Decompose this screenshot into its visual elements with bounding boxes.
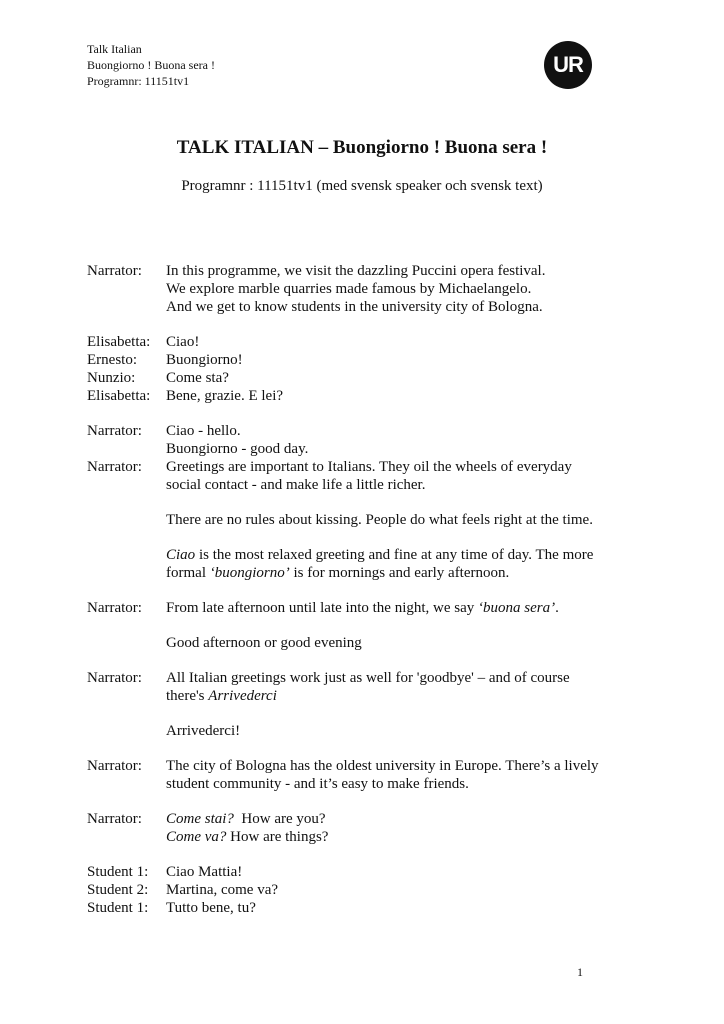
italic-term: Ciao — [166, 547, 196, 563]
speaker-label: Narrator: — [87, 670, 142, 686]
dialogue-text — [166, 546, 607, 582]
speaker-label: Elisabetta: — [87, 334, 151, 350]
dialogue-text: Martina, come va? — [166, 882, 279, 898]
header-line: Programnr: 11151tv1 — [87, 74, 190, 88]
italic-term: ‘buongiorno’ — [209, 565, 290, 581]
dialogue-entry — [87, 599, 607, 617]
dialogue-line — [166, 810, 607, 828]
italic-term: Come stai? — [166, 811, 234, 827]
dialogue-text: Bene, grazie. E lei? — [166, 388, 284, 404]
text-run: From late afternoon until late into the night, we say — [166, 600, 479, 616]
text-run: is the most relaxed greeting and fine at any time of day. The more formal — [166, 547, 594, 581]
dialogue-entry — [87, 810, 607, 846]
dialogue-line: Buongiorno - good day. — [166, 441, 309, 457]
speaker-label: Narrator: — [87, 758, 142, 774]
transcript — [87, 262, 607, 917]
page-header — [87, 41, 215, 89]
dialogue-text: The city of Bologna has the oldest university in Europe. There’s a lively student community - and it’s easy to make friends. — [166, 758, 599, 792]
text-run: . — [555, 600, 559, 616]
dialogue-line: In this programme, we visit the dazzling Puccini opera festival. — [166, 263, 546, 279]
dialogue-text: Ciao Mattia! — [166, 864, 243, 880]
dialogue-text — [166, 422, 607, 458]
speaker-label: Narrator: — [87, 263, 142, 279]
speaker-label: Nunzio: — [87, 370, 136, 386]
speaker-label: Narrator: — [87, 811, 142, 827]
speaker-label: Student 2: — [87, 882, 149, 898]
speaker-label: Ernesto: — [87, 352, 137, 368]
italic-term: ‘buona sera’ — [478, 600, 556, 616]
dialogue-text — [166, 599, 607, 617]
speaker-label: Elisabetta: — [87, 388, 151, 404]
italic-term: Arrivederci — [208, 688, 277, 704]
dialogue-entry — [87, 511, 607, 529]
dialogue-text: Tutto bene, tu? — [166, 900, 256, 916]
text-run: is for mornings and early afternoon. — [289, 565, 510, 581]
header-line: Buongiorno ! Buona sera ! — [87, 58, 215, 72]
dialogue-text: Greetings are important to Italians. They oil the wheels of everyday social contact - and make life a little richer. — [166, 459, 572, 493]
document-subtitle: Programnr : 11151tv1 (med svensk speaker och svensk text) — [181, 178, 543, 194]
dialogue-entry — [87, 634, 607, 652]
dialogue-line: We explore marble quarries made famous by Michaelangelo. — [166, 281, 532, 297]
text-run: How are things? — [226, 829, 329, 845]
speaker-label: Narrator: — [87, 459, 142, 475]
dialogue-line: And we get to know students in the university city of Bologna. — [166, 299, 543, 315]
speaker-label: Student 1: — [87, 864, 149, 880]
logo-text: UR — [553, 52, 583, 77]
speaker-label: Narrator: — [87, 600, 142, 616]
dialogue-text: Arrivederci! — [166, 723, 241, 739]
dialogue-text: Good afternoon or good evening — [166, 635, 362, 651]
dialogue-entry — [87, 546, 607, 582]
page-number: 1 — [577, 965, 583, 979]
dialogue-text — [166, 669, 607, 705]
text-run: How are you? — [233, 811, 326, 827]
dialogue-entry — [87, 351, 607, 369]
dialogue-text: There are no rules about kissing. People do what feels right at the time. — [166, 512, 593, 528]
dialogue-entry — [87, 863, 607, 881]
dialogue-entry — [87, 262, 607, 316]
dialogue-text — [166, 810, 607, 846]
dialogue-entry — [87, 881, 607, 899]
dialogue-entry — [87, 899, 607, 917]
dialogue-entry — [87, 458, 607, 494]
header-line: Talk Italian — [87, 42, 142, 56]
speaker-label: Narrator: — [87, 423, 142, 439]
dialogue-entry — [87, 669, 607, 705]
dialogue-line: Ciao - hello. — [166, 423, 241, 439]
dialogue-text: Ciao! — [166, 334, 200, 350]
dialogue-text: Come sta? — [166, 370, 229, 386]
speaker-label: Student 1: — [87, 900, 149, 916]
dialogue-entry — [87, 369, 607, 387]
dialogue-entry — [87, 757, 607, 793]
dialogue-entry — [87, 422, 607, 458]
dialogue-line — [166, 828, 607, 846]
ur-logo — [544, 41, 592, 89]
dialogue-entry — [87, 722, 607, 740]
dialogue-entry — [87, 333, 607, 351]
dialogue-text: Buongiorno! — [166, 352, 243, 368]
text-run: All Italian greetings work just as well for 'goodbye' – and of course there's — [166, 670, 570, 704]
dialogue-entry — [87, 387, 607, 405]
document-title: TALK ITALIAN – Buongiorno ! Buona sera ! — [176, 137, 548, 158]
italic-term: Come va? — [166, 829, 227, 845]
dialogue-text — [166, 262, 607, 316]
